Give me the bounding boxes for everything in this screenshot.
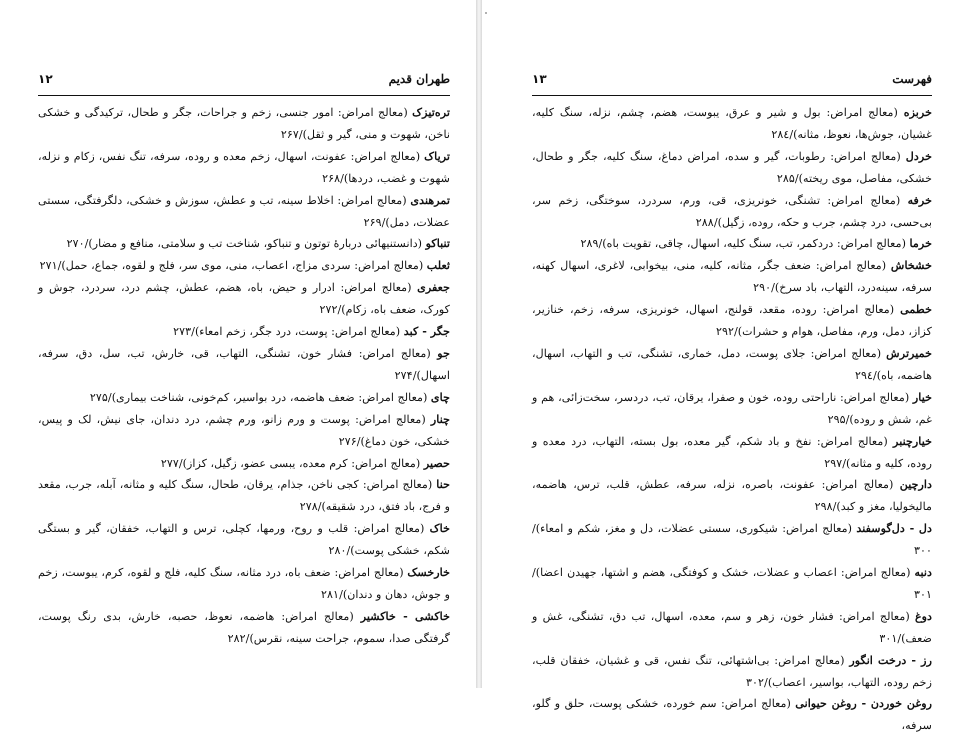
index-entry: [532, 233, 932, 255]
index-entry: [532, 431, 932, 475]
entry-description: (معالج امراض: بول و شیر و عرق، یبوست، هضم، چشم، نزله، سنگ کلیه، غشیان، جوش‌ها، نعوظ، مثانه)/۲۸٤: [532, 106, 932, 141]
entry-description: (معالج امراض: عفونت، اسهال، زخم معده و روده، سرفه، تنگ نفس، زکام و نزله، شهوت و غضب، دردها)/۲۶۸: [38, 149, 450, 185]
index-entry: [38, 606, 450, 650]
entry-headword: خرفه: [907, 192, 932, 207]
entry-headword: دارچین: [899, 477, 932, 492]
entry-description: (معالج امراض: هاضمه، نعوظ، حصبه، خارش، بدی رنگ پوست، گرفتگی صدا، سموم، جراحت سینه، نقرس)/۲۸۲: [38, 609, 450, 645]
index-entry: [532, 474, 932, 518]
index-entry: [38, 190, 450, 234]
entry-description: (معالج امراض: سم خورده، خشکی پوست، حلق و گلو، سرفه،: [532, 697, 932, 733]
entry-headword: خاکشی - خاکشیر: [360, 608, 450, 623]
entry-headword: خردل: [905, 148, 932, 163]
running-title: فهرست: [892, 72, 932, 86]
entry-description: (معالج امراض: شیکوری، سستی عضلات، دل و مغز، شکم و امعاء)/۳۰۰: [532, 522, 932, 558]
index-entry: [38, 233, 450, 255]
entry-headword: چای: [430, 389, 450, 404]
entry-description: (دانستنیهائی دربارهٔ توتون و تنباکو، شناخت تب و سلامتی، منافع و مضار)/۲۷۰: [66, 237, 426, 251]
left-page: [0, 0, 476, 688]
entry-description: (معالج امراض: ادرار و حیض، باه، هضم، عطش، چشم درد، سردرد، جوش و کورک، ضعف باه، زکام)/۲۷۲: [38, 281, 450, 317]
entry-description: (معالج امراض: پوست، درد جگر، زخم امعاء)/۲۷۳: [173, 325, 404, 339]
entry-description: (معالج امراض: ضعف جگر، مثانه، کلیه، منی، بیخوابی، لاغری، اسهال کهنه، سرفه، سینه‌درد، التهاب، باد سرخ)/۲۹۰: [532, 259, 932, 295]
entry-description: (معالج امراض: کرم معده، یبسی عضو، زگیل، کزاز)/۲۷۷: [160, 456, 424, 470]
entry-headword: جو: [437, 345, 450, 360]
entry-description: (معالج امراض: تشنگی، خونریزی، قی، ورم، سردرد، سوختگی، زخم سر، بی‌حسی، درد چشم، جرب و حکه، روده، زگیل)/۲۸۸: [532, 193, 932, 229]
index-entry: [38, 387, 450, 409]
index-entry: [532, 146, 932, 190]
index-entry: [532, 693, 932, 737]
entry-headword: خاک: [429, 521, 450, 536]
entry-description: (معالج امراض: روده، مقعد، قولنج، اسهال، خونریزی، سرفه، زخم، خنازیر، کزاز، دمل، ورم، مفاصل، هوام و حشرات)/۲۹۲: [532, 303, 932, 339]
entry-headword: روغن خوردن - روغن حیوانی: [795, 696, 932, 711]
entry-headword: جعفری: [417, 280, 450, 295]
entry-headword: تنباکو: [425, 236, 450, 251]
entry-description: (معالج امراض: دردکمر، تب، سنگ کلیه، اسهال، چاقی، تقویت باه)/۲۸۹: [580, 237, 910, 251]
left-page-header: [38, 72, 450, 92]
index-entry: [38, 277, 450, 321]
entry-description: (معالج امراض: فشار خون، تشنگی، التهاب، قی، خارش، تب، سل، دق، سرفه، اسهال)/۲۷۴: [38, 346, 450, 382]
entry-description: (معالج امراض: اعصاب و عضلات، خشک و کوفتگی، هضم و اشتها، جهیدن اعضا)/۳۰۱: [532, 566, 932, 601]
entry-description: (معالج امراض: عفونت، باصره، نزله، سرفه، عطش، قلب، ترس، هاضمه، مالیخولیا، مغز و کبد)/۲۹۸: [532, 478, 932, 514]
entry-headword: دوغ: [914, 608, 932, 623]
entry-description: (معالج امراض: سردی مزاج، اعصاب، منی، موی سر، فلج و لقوه، جماع، حمل)/۲۷۱: [39, 259, 427, 273]
right-page-header: [532, 72, 932, 92]
index-entry: [38, 343, 450, 387]
entry-headword: دل - دل‌گوسفند: [856, 521, 933, 536]
index-entry: [38, 321, 450, 343]
entry-description: (معالج امراض: پوست و ورم زانو، ورم چشم، درد دندان، جای نیش، لک و پیس، خشکی، خون دماغ)/۲۷۶: [38, 412, 450, 448]
index-entry: [532, 299, 932, 343]
index-entry: [38, 474, 450, 518]
entry-description: (معالج امراض: قلب و روح، ورمها، کچلی، ترس و التهاب، خفقان، گیر و بستگی شکم، خشکی پوست)/۲۸۰: [38, 522, 450, 558]
entry-headword: دنبه: [914, 565, 932, 580]
entry-headword: خیارچنبر: [893, 433, 932, 448]
index-entries: [532, 102, 932, 737]
index-entry: [532, 190, 932, 234]
entry-description: (معالج امراض: فشار خون، زهر و سم، معده، اسهال، تب دق، تشنگی، غش و ضعف)/۳۰۱: [532, 609, 932, 645]
index-entry: [38, 453, 450, 475]
entry-headword: تمرهندی: [410, 192, 450, 207]
right-page: [482, 0, 958, 733]
entry-description: (معالج امراض: اخلاط سینه، تب و عطش، سوزش و خشکی، دلگرفتگی، سستی عضلات، دمل)/۲۶۹: [38, 193, 450, 229]
entry-description: (معالج امراض: کجی ناخن، جذام، یرقان، طحال، سنگ کلیه و مثانه، آبله، جرب، مقعد و فرج، باد فتق، درد شقیقه)/۲۷۸: [38, 478, 450, 514]
scan-speck: [485, 12, 487, 14]
entry-headword: تریاک: [424, 148, 450, 163]
entry-description: (معالج امراض: امور جنسی، زخم و جراحات، جگر و طحال، ترکیدگی و خشکی ناخن، شهوت و منی، گیر و ثقل)/۲۶۷: [38, 106, 450, 141]
entry-headword: خربزه: [903, 105, 932, 119]
index-entry: [532, 343, 932, 387]
entry-headword: حنا: [436, 477, 450, 492]
index-entry: [38, 255, 450, 277]
entry-headword: خارخسک: [407, 565, 450, 580]
header-rule: [532, 95, 932, 96]
entry-headword: خمیرترش: [886, 345, 932, 360]
index-entry: [532, 255, 932, 299]
entry-description: (معالج امراض: ضعف باه، درد مثانه، سنگ کلیه، فلج و لقوه، کرم، یبوست، زخم و جوش، دهان و دندان)/۲۸۱: [38, 566, 450, 601]
entry-headword: رز - درخت انگور: [849, 652, 932, 667]
entry-description: (معالج امراض: ناراحتی روده، خون و صفرا، یرقان، تب، دردسر، سخت‌زائی، هم و غم، شش و روده)/۲۹۵: [532, 390, 932, 426]
entry-headword: خرما: [909, 236, 932, 251]
index-entry: [532, 102, 932, 146]
index-entry: [532, 606, 932, 650]
running-title: طهران قدیم: [388, 72, 450, 86]
entry-description: (معالج امراض: جلای پوست، دمل، خماری، تشنگی، تب و التهاب، اسهال، هاضمه، باه)/۲۹٤: [532, 346, 932, 382]
index-entries: [38, 102, 450, 650]
entry-description: (معالج امراض: ضعف هاضمه، درد بواسیر، کم‌خونی، شناخت بیماری)/۲۷۵: [89, 390, 431, 404]
index-entry: [38, 409, 450, 453]
index-entry: [532, 387, 932, 431]
entry-headword: چنار: [430, 411, 450, 426]
entry-headword: ثعلب: [426, 258, 450, 273]
entry-headword: جگر - کبد: [403, 324, 450, 339]
index-entry: [38, 518, 450, 562]
entry-headword: خیار: [912, 389, 932, 404]
index-entry: [532, 650, 932, 694]
index-entry: [38, 146, 450, 190]
page-number: ۱۲: [38, 72, 53, 86]
entry-headword: خطمی: [900, 302, 932, 317]
entry-headword: خشخاش: [890, 258, 932, 273]
entry-headword: حصیر: [423, 455, 450, 470]
entry-headword: ترەتیزک: [412, 105, 450, 119]
entry-description: (معالج امراض: رطوبات، گیر و سده، امراض دماغ، سنگ کلیه، جگر و طحال، خشکی، مفاصل، موی ریخته)/۲۸۵: [532, 149, 932, 185]
entry-description: (معالج امراض: نفخ و باد شکم، گیر معده، بول بسته، التهاب، درد معده و روده، کلیه و مثانه)/۲۹۷: [532, 434, 932, 470]
header-rule: [38, 95, 450, 96]
index-entry: [38, 102, 450, 146]
page-number: ۱۳: [532, 72, 547, 86]
index-entry: [532, 562, 932, 606]
index-entry: [38, 562, 450, 606]
index-entry: [532, 518, 932, 562]
entry-description: (معالج امراض: بی‌اشتهائی، تنگ نفس، قی و غشیان، خفقان قلب، زخم روده، التهاب، بواسیر، اعصاب)/۳۰۲: [532, 653, 932, 689]
